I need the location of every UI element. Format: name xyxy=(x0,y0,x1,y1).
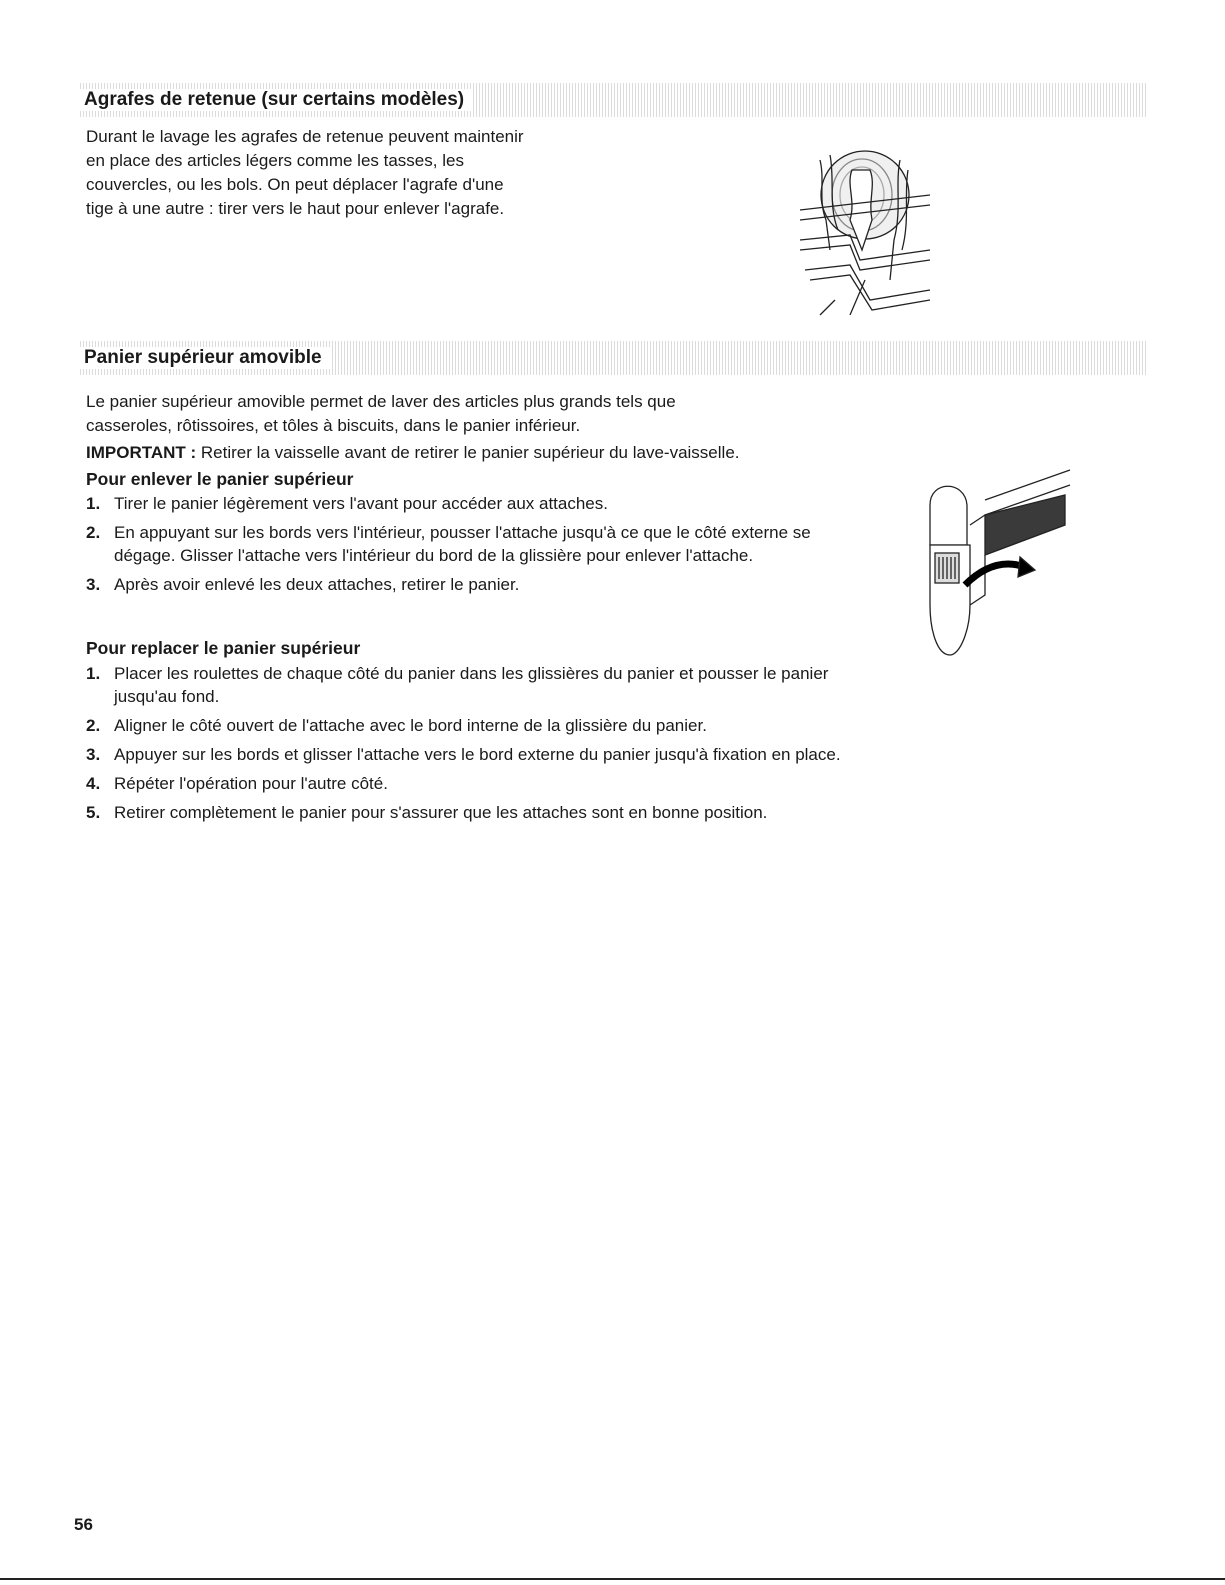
step-text: Répéter l'opération pour l'autre côté. xyxy=(114,774,388,793)
text-line: casseroles, rôtissoires, et tôles à biscuits, dans le panier inférieur. xyxy=(86,416,581,435)
page-number: 56 xyxy=(74,1515,93,1534)
list-item xyxy=(86,714,876,737)
list-item xyxy=(86,801,876,824)
section-header-retaining-clips xyxy=(80,83,1148,117)
list-item xyxy=(86,772,876,795)
replace-rack-title: Pour replacer le panier supérieur xyxy=(86,638,361,658)
step-text: Après avoir enlevé les deux attaches, retirer le panier. xyxy=(114,575,520,594)
important-text: Retirer la vaisselle avant de retirer le panier supérieur du lave-vaisselle. xyxy=(200,443,740,462)
step-number: 3. xyxy=(86,575,101,594)
section-title: Agrafes de retenue (sur certains modèles) xyxy=(80,89,472,111)
list-item xyxy=(86,521,876,567)
important-label: IMPORTANT : xyxy=(86,443,197,462)
step-text: Aligner le côté ouvert de l'attache avec le bord interne de la glissière du panier. xyxy=(114,716,707,735)
rack-clip-illustration xyxy=(925,465,1075,660)
retaining-clip-illustration xyxy=(790,140,940,320)
step-text: Placer les roulettes de chaque côté du panier dans les glissières du panier et pousser le panier jusqu'au fond. xyxy=(114,664,829,706)
remove-rack-steps xyxy=(86,492,876,602)
step-number: 3. xyxy=(86,745,101,764)
important-note xyxy=(86,441,906,465)
text-line: couvercles, ou les bols. On peut déplacer l'agrafe d'une xyxy=(86,175,504,194)
step-number: 1. xyxy=(86,494,101,513)
text-line: tige à une autre : tirer vers le haut pour enlever l'agrafe. xyxy=(86,199,505,218)
step-number: 1. xyxy=(86,664,101,683)
step-text: En appuyant sur les bords vers l'intérieur, pousser l'attache jusqu'à ce que le côté externe se dégage. Glisser l'attache vers l'intérieur du bord de la glissière pour enlever l'attache. xyxy=(114,523,811,565)
text-line: Durant le lavage les agrafes de retenue peuvent maintenir xyxy=(86,127,524,146)
step-text: Retirer complètement le panier pour s'assurer que les attaches sont en bonne position. xyxy=(114,803,768,822)
step-number: 4. xyxy=(86,774,101,793)
replace-rack-steps xyxy=(86,662,876,830)
step-text: Appuyer sur les bords et glisser l'attache vers le bord externe du panier jusqu'à fixation en place. xyxy=(114,745,841,764)
text-line: Le panier supérieur amovible permet de laver des articles plus grands tels que xyxy=(86,392,676,411)
list-item xyxy=(86,492,876,515)
section-header-removable-rack xyxy=(80,341,1148,375)
list-item xyxy=(86,662,876,708)
removable-rack-intro xyxy=(86,390,886,438)
bottom-rule xyxy=(0,1578,1225,1580)
list-item xyxy=(86,573,876,596)
step-number: 2. xyxy=(86,523,101,542)
retaining-clips-description xyxy=(86,125,646,221)
list-item xyxy=(86,743,876,766)
section-title: Panier supérieur amovible xyxy=(80,347,330,369)
step-number: 5. xyxy=(86,803,101,822)
step-text: Tirer le panier légèrement vers l'avant pour accéder aux attaches. xyxy=(114,494,608,513)
remove-rack-title: Pour enlever le panier supérieur xyxy=(86,469,354,489)
step-number: 2. xyxy=(86,716,101,735)
text-line: en place des articles légers comme les tasses, les xyxy=(86,151,464,170)
